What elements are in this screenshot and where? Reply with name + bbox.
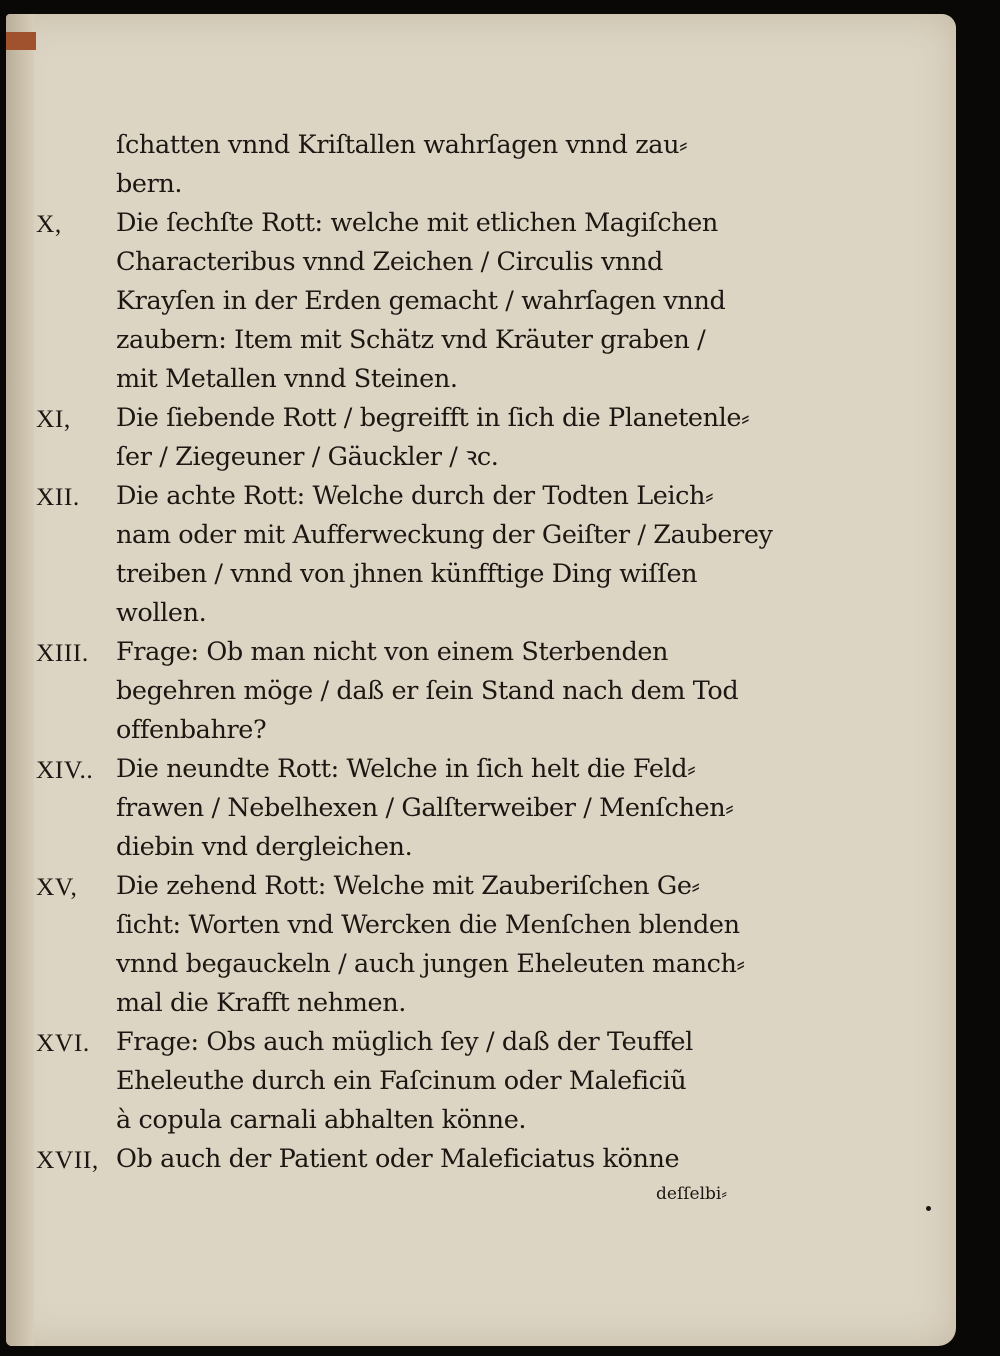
line-text: Frage: Ob man nicht von einem Sterbenden (116, 637, 669, 667)
item-number: XI, (36, 404, 71, 433)
item-number: XV, (36, 872, 78, 901)
item-number: XIII. (36, 638, 89, 667)
text-line (36, 438, 756, 477)
text-line (36, 789, 756, 828)
line-text: begehren möge / daß er ſein Stand nach dem Tod (116, 676, 739, 706)
line-text: wollen. (116, 598, 207, 628)
text-line (36, 477, 756, 516)
line-text: ſchatten vnnd Kriſtallen wahrſagen vnnd zau⸗ (116, 130, 688, 160)
text-line (36, 711, 756, 750)
line-text: ſicht: Worten vnd Wercken die Menſchen blenden (116, 910, 740, 940)
text-line (36, 906, 756, 945)
ink-dot (926, 1206, 931, 1211)
book-page (6, 14, 956, 1346)
text-line (36, 555, 756, 594)
text-line (36, 1023, 756, 1062)
line-text: Krayſen in der Erden gemacht / wahrſagen vnnd (116, 286, 726, 316)
text-line (36, 126, 756, 165)
line-text: treiben / vnnd von jhnen künfftige Ding wiſſen (116, 559, 698, 589)
line-text: Ob auch der Patient oder Maleficiatus könne (116, 1144, 680, 1174)
text-line (36, 360, 756, 399)
line-text: Frage: Obs auch müglich ſey / daß der Teuffel (116, 1027, 693, 1057)
text-line (36, 516, 773, 555)
line-text: à copula carnali abhalten könne. (116, 1105, 527, 1135)
text-line (36, 672, 756, 711)
item-number: XII. (36, 482, 80, 511)
line-text: Eheleuthe durch ein Faſcinum oder Maleficiũ (116, 1066, 687, 1096)
text-line (36, 321, 756, 360)
text-line (36, 243, 756, 282)
text-line (36, 750, 756, 789)
item-number: XVII, (36, 1145, 99, 1174)
item-number: X, (36, 209, 62, 238)
text-line (36, 165, 756, 204)
line-text: mit Metallen vnnd Steinen. (116, 364, 458, 394)
text-line (36, 867, 756, 906)
text-line (36, 282, 756, 321)
page-text (36, 126, 773, 1179)
line-text: Characteribus vnnd Zeichen / Circulis vnnd (116, 247, 663, 277)
line-text: Die zehend Rott: Welche mit Zauberiſchen Ge⸗ (116, 871, 700, 901)
text-line (36, 399, 756, 438)
line-text: zaubern: Item mit Schätz vnd Kräuter graben / (116, 325, 706, 355)
page-gutter (6, 14, 34, 1346)
text-line (36, 1062, 756, 1101)
line-text: Die achte Rott: Welche durch der Todten Leich⸗ (116, 481, 714, 511)
item-number: XIV.. (36, 755, 94, 784)
line-text: vnnd begauckeln / auch jungen Eheleuten manch⸗ (116, 949, 745, 979)
line-text: frawen / Nebelhexen / Galſterweiber / Menſchen⸗ (116, 793, 734, 823)
line-text: Die ſiebende Rott / begreifft in ſich die Planetenle⸗ (116, 403, 750, 433)
item-number: XVI. (36, 1028, 90, 1057)
line-text: bern. (116, 169, 183, 199)
text-line (36, 204, 756, 243)
text-line (36, 1101, 756, 1140)
text-line (36, 828, 756, 867)
line-text: ſer / Ziegeuner / Gäuckler / ꝛc. (116, 442, 499, 472)
text-line (36, 984, 756, 1023)
color-calibration-tab (6, 32, 36, 50)
text-line (36, 594, 756, 633)
line-text: diebin vnd dergleichen. (116, 832, 413, 862)
catchword: deſſelbi⸗ (656, 1184, 728, 1204)
text-line (36, 945, 756, 984)
line-text: nam oder mit Aufferweckung der Geiſter / Zauberey (116, 520, 773, 550)
text-line (36, 633, 756, 672)
line-text: offenbahre? (116, 715, 267, 745)
line-text: mal die Krafft nehmen. (116, 988, 406, 1018)
line-text: Die neundte Rott: Welche in ſich helt die Feld⸗ (116, 754, 696, 784)
text-line (36, 1140, 756, 1179)
line-text: Die ſechſte Rott: welche mit etlichen Magiſchen (116, 208, 718, 238)
